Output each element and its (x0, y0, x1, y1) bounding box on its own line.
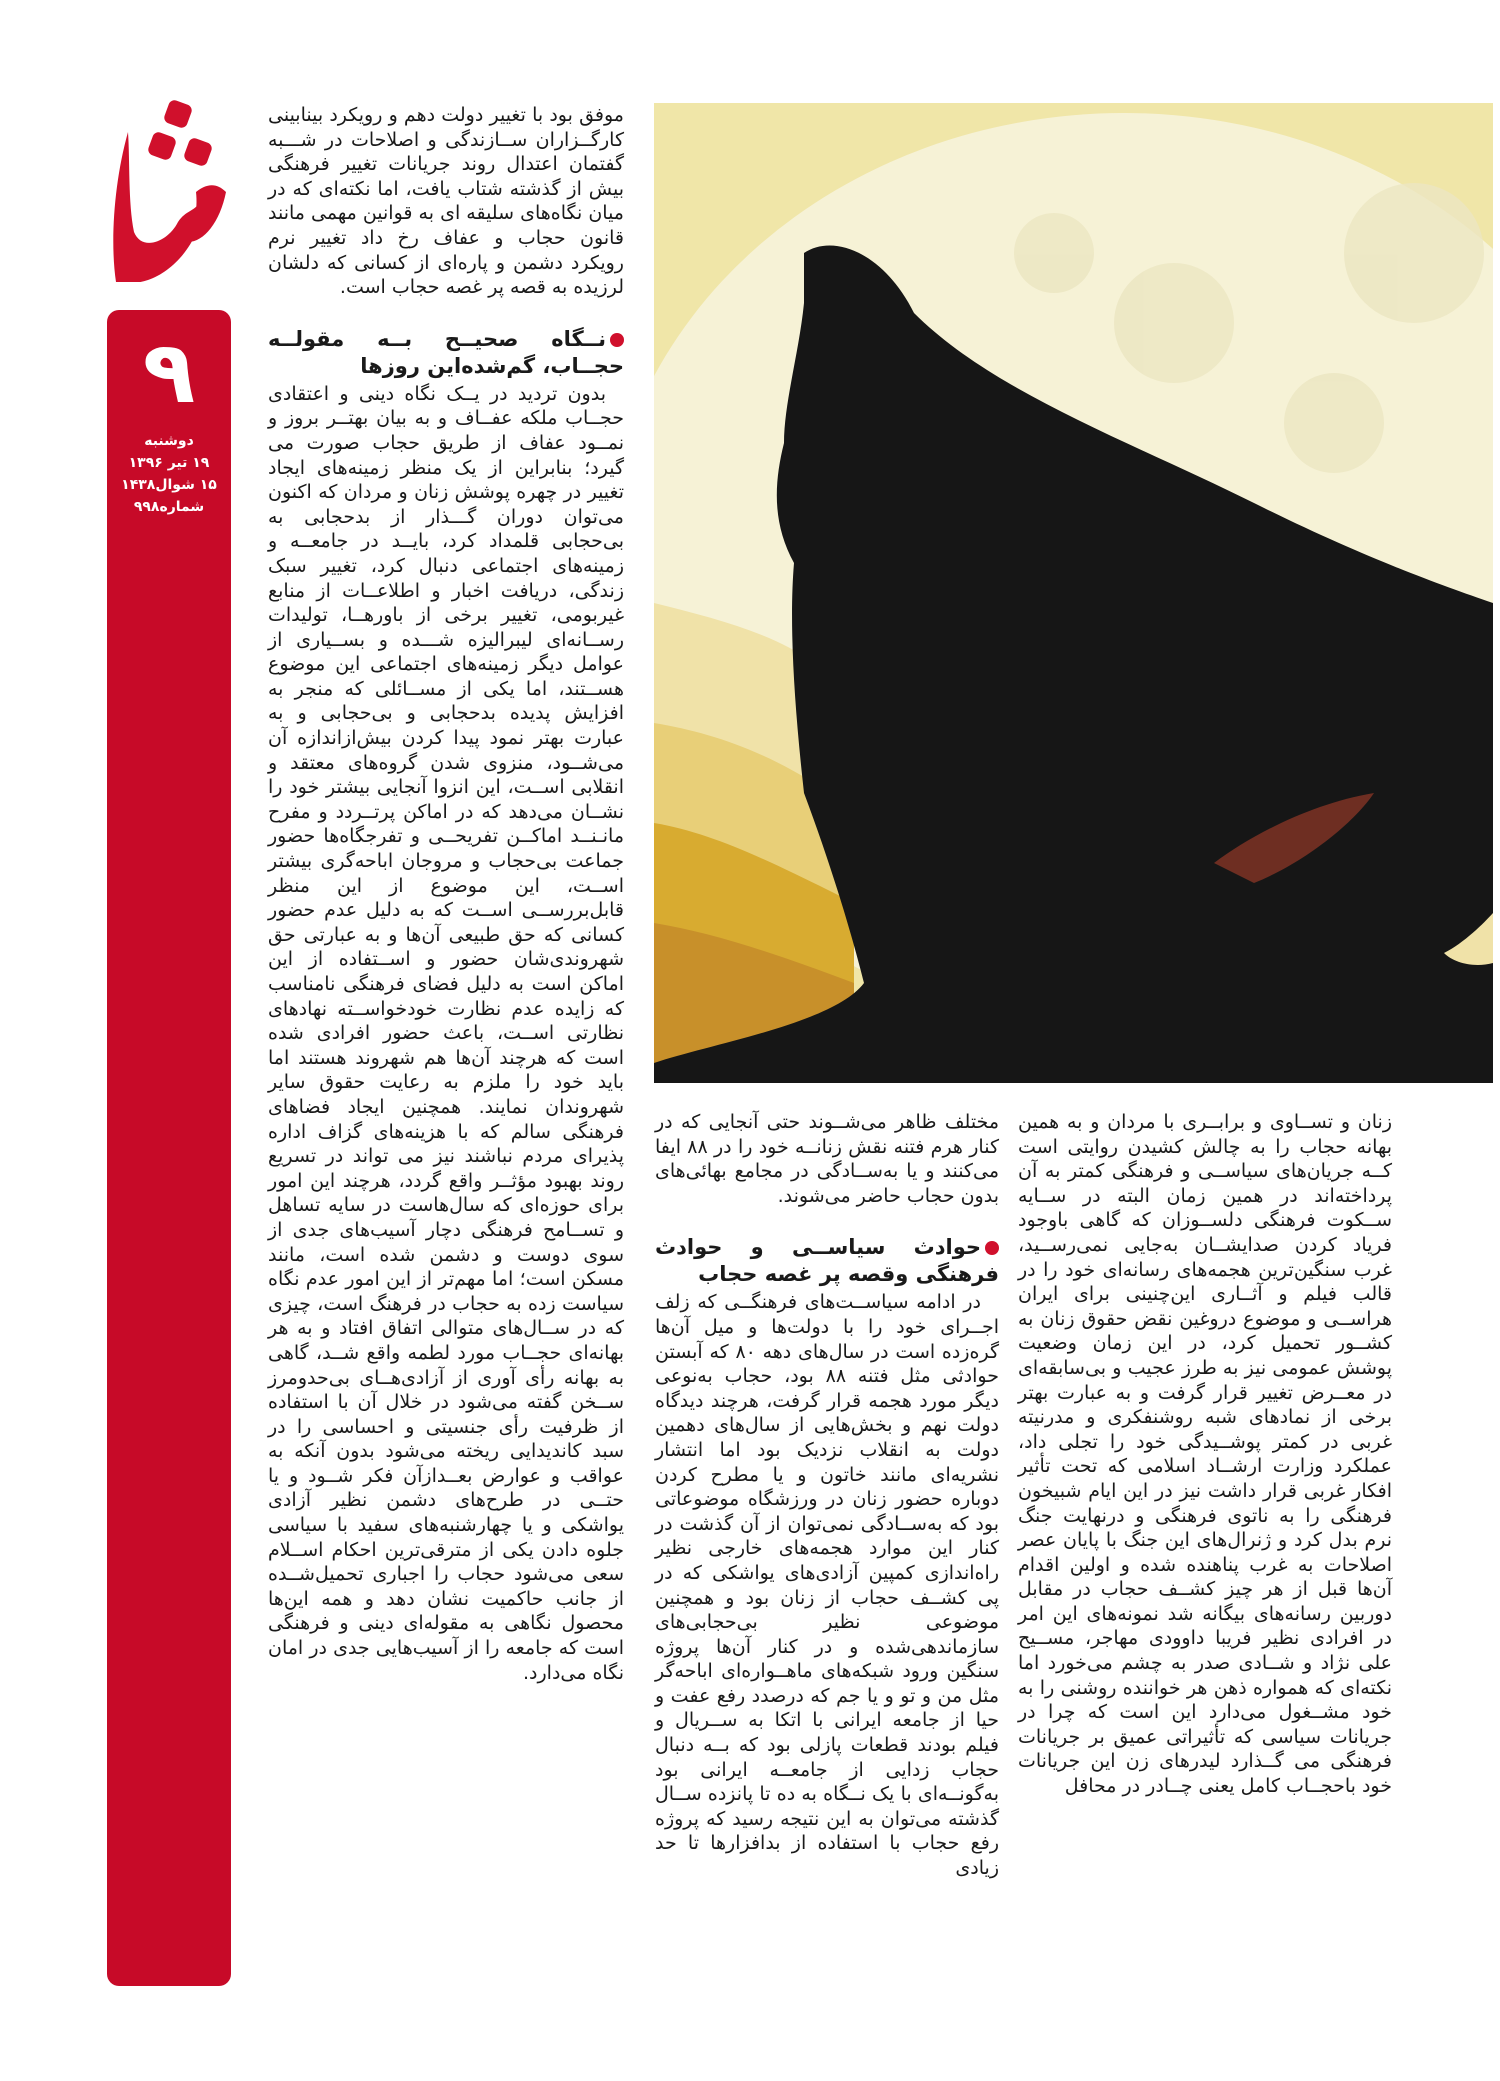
hero-photo (654, 103, 1493, 1083)
chador-silhouette-image (654, 103, 1493, 1083)
solar-date: ۱۹ تیر ۱۳۹۶ (128, 455, 210, 471)
article-paragraph: زنان و تســاوی و برابــری با مردان و به همین بهانه حجاب را به چالش کشیدن روایتی است کــه جریان‌های سیاســی و فرهنگی کمتر به آن پرداخته‌اند در همین زمان البته در ســایه ســکوت فرهنگی دلســوزان که گاهی باوجود فریاد کردن صدایشــان به‌جایی نمی‌رســید، غرب سنگین‌ترین هجمه‌های رسانه‌ای خود را در قالب فیلم و آثــاری این‌چنینی برای ایران هراســی و موضوع دروغین نقض حقوق زنان به کشــور تحمیل کرد، در این زمان وضعیت پوشش عمومی نیز به طرز عجیب و بی‌سابقه‌ای در معــرض تغییر قرار گرفت و به عبارت بهتر برخی از نمادهای شبه روشنفکری و مدرنیته غربی در کمتر پوشــیدگی خود را تجلی داد، عملکرد وزارت ارشــاد اسلامی که تحت تأثیر افکار غربی قرار داشت نیز در این ایام شبیخون فرهنگی را به ناتوی فرهنگی و درنهایت جنگ نرم بدل کرد و ژنرال‌های این جنگ با پایان عصر اصلاحات به غرب پناهنده شده و اولین اقدام آن‌ها قبل از هر چیز کشــف حجاب در مقابل دوربین رسانه‌های بیگانه شد نمونه‌های این امر در افرادی نظیر فریبا داوودی مهاجر، مســیح علی نژاد و شــادی صدر به چشم می‌خورد اما نکته‌ای که همواره ذهن هر خواننده روشنی را به خود مشــغول می‌دارد این است که چرا در جریانات سیاسی که تأثیراتی عمیق بر جریانات فرهنگی می گــذارد لیدرهای زن این جریانات خود باحجــاب کامل یعنی چــادر در محافل (1018, 1111, 1392, 1798)
article-paragraph: بدون تردید در یــک نگاه دینی و اعتقادی حجــاب ملکه عفــاف و به بیان بهتــر بروز و نمــود عفاف از طریق حجاب صورت می گیرد؛ بنابراین از یک منظر زمینه‌های ایجاد تغییر در چهره پوشش زنان و مردان که اکنون می‌توان دوران گـــذار از بدحجابی به بی‌حجابی قلمداد کرد، بایــد در جامعــه و زمینه‌های اجتماعی دنبال کرد، تغییر سبک زندگی، دریافت اخبار و اطلاعــات از منابع غیربومی، تغییر برخی از باورهــا، تولیدات رســانه‌ای لیبرالیزه شـــده و بســیاری از عوامل دیگر زمینه‌های اجتماعی این موضوع هســتند، اما یکی از مســائلی که منجر به افزایش پدیده بدحجابی و بی‌حجابی و به عبارت بهتر نمود پیدا کردن بیش‌ازاندازه آن می‌شــود، منزوی شدن گروه‌های معتقد و انقلابی اســت، این انزوا آنجایی بیشتر خود را نشــان می‌دهد که در اماکن پرتــردد و مفرح مانـنــد اماکــن تفریحــی و تفرجگاه‌ها حضور جماعت بی‌حجاب و مروجان اباحه‌گری بیشتر اســت، این موضوع از این منظر قابل‌بررســی اســت که به دلیل عدم حضور کسانی که حق طبیعی آن‌ها و به عبارتی حق شهروندی‌شان حضور و اســتفاده از این اماکن است به دلیل فضای فرهنگی نامناسب که زایده عدم نظارت خودخواســته نهادهای نظارتی اســت، باعث حضور افرادی شده است که هرچند آن‌ها هم شهروند هستند اما باید خود را ملزم به رعایت حقوق سایر شهروندان نمایند. همچنین ایجاد فضاهای فرهنگی سالم که با هزینه‌های گزاف اداره پذیرای مردم نباشند نیز می تواند در تسریع روند بهبود مؤثــر واقع گردد، هرچند این امور برای حوزه‌ای که سال‌هاست در سایه تساهل و تســامح فرهنگی دچار آسیب‌های جدی از سوی دوست و دشمن شده است، مانند مسکن است؛ اما مهم‌تر از این امور عدم نگاه سیاست زده به حجاب در فرهنگ است، چیزی که در ســال‌های متوالی اتفاق افتاد و به هر بهانه‌ای حجــاب مورد لطمه واقع شــد، گاهی به بهانه رأی آوری از آزادی‌هــای بی‌حدومرز ســخن گفته می‌شود در خلال آن با استفاده از ظرفیت رأی جنسیتی و احساسی را در سبد کاندیدایی ریخته می‌شود بدون آنکه به عواقب و عوارض بعــدازآن فکر شــود و یا حتــی در طرح‌های دشمن نظیر آزادی یواشکی و یا چهارشنبه‌های سفید با سیاسی جلوه دادن یکی از مترقی‌ترین احکام اســلام سعی می‌شود حجاب را اجباری تحمیل‌شــده از جانب حاکمیت نشان دهد و همه این‌ها محصول نگاهی به مقوله‌ای دینی و فرهنگی است که جامعه را از آسیب‌هایی جدی در امان نگاه می‌دارد. (268, 382, 624, 1684)
section-heading-1: نــگاه صحیــح بــه مقولــه حجــاب، گم‌شده‌این روزها (268, 326, 624, 378)
issue-number: شماره۹۹۸ (133, 499, 205, 515)
weekday: دوشنبه (144, 433, 194, 449)
article-paragraph: در ادامه سیاســت‌های فرهنگــی که زلف اجــرای خود را با دولت‌ها و میل آن‌ها گره‌زده است در سال‌های دهه ۸۰ که آبستن حوادثی مثل فتنه ۸۸ بود، حجاب به‌نوعی دیگر مورد هجمه قرار گرفت، هرچند دیدگاه دولت نهم و بخش‌هایی از سال‌های دهمین دولت به انقلاب نزدیک بود اما انتشار نشریه‌ای مانند خاتون و یا مطرح کردن دوباره حضور زنان در ورزشگاه موضوعاتی بود که به‌ســادگی نمی‌توان از آن گذشت در کنار این موارد هجمه‌های خارجی نظیر راه‌اندازی کمپین آزادی‌های یواشکی که در پی کشــف حجاب از زنان بود و همچنین موضوعی نظیر بی‌حجابی‌های سازماندهی‌شده و در کنار آن‌ها پروژه سنگین ورود شبکه‌های ماهــواره‌ای اباحه‌گر مثل من و تو و یا جم که درصدد رفع عفت و حیا از جامعه ایرانی با اتکا به ســریال و فیلم بودند قطعات پازلی بود که بــه دنبال حجاب زدایی از جامعــه ایرانی بود به‌گونــه‌ای با یک نــگاه به ده تا پانزده ســال گذشته می‌توان به این نتیجه رسید که پروژه رفع حجاب با استفاده از بدافزارها تا حد زیادی (655, 1291, 999, 1880)
issue-meta (107, 430, 231, 518)
bullet-dot-icon (610, 333, 624, 347)
shoma-logo-icon (108, 92, 232, 282)
article-intro: موفق بود با تغییر دولت دهم و رویکرد بینابینی کارگــزاران ســازندگی و اصلاحات در شـــبه گفتمان اعتدال روند جریانات تغییر فرهنگی بیش از گذشته شتاب یافت، اما نکته‌ای که در میان نگاه‌های سلیقه ای به قوانین مهمی مانند قانون حجاب و عفاف رخ داد تغییر نرم رویکرد دشمن و پاره‌ای از کسانی که دلشان لرزیده به قصه پر غصه حجاب است. (268, 104, 624, 299)
article-paragraph: مختلف ظاهر می‌شــوند حتی آنجایی که در کنار هرم فتنه نقش زنانــه خود را در ۸۸ ایفا می‌کنند و یا به‌ســادگی در مجامع بهائی‌های بدون حجاب حاضر می‌شوند. (655, 1111, 999, 1207)
publication-logo (108, 92, 232, 282)
article-column-middle (655, 1110, 999, 1881)
section-heading-2: حوادث سیاســی و حوادث فرهنگی وقصه پر غصه حجاب (655, 1235, 999, 1287)
lunar-date: ۱۵ شوال۱۴۳۸ (121, 477, 217, 493)
article-column-left (268, 103, 624, 1685)
page-number: ۹ (142, 323, 196, 423)
page-info-sidebar (107, 310, 231, 1986)
bullet-dot-icon (985, 1241, 999, 1255)
article-column-right (1018, 1110, 1392, 1799)
